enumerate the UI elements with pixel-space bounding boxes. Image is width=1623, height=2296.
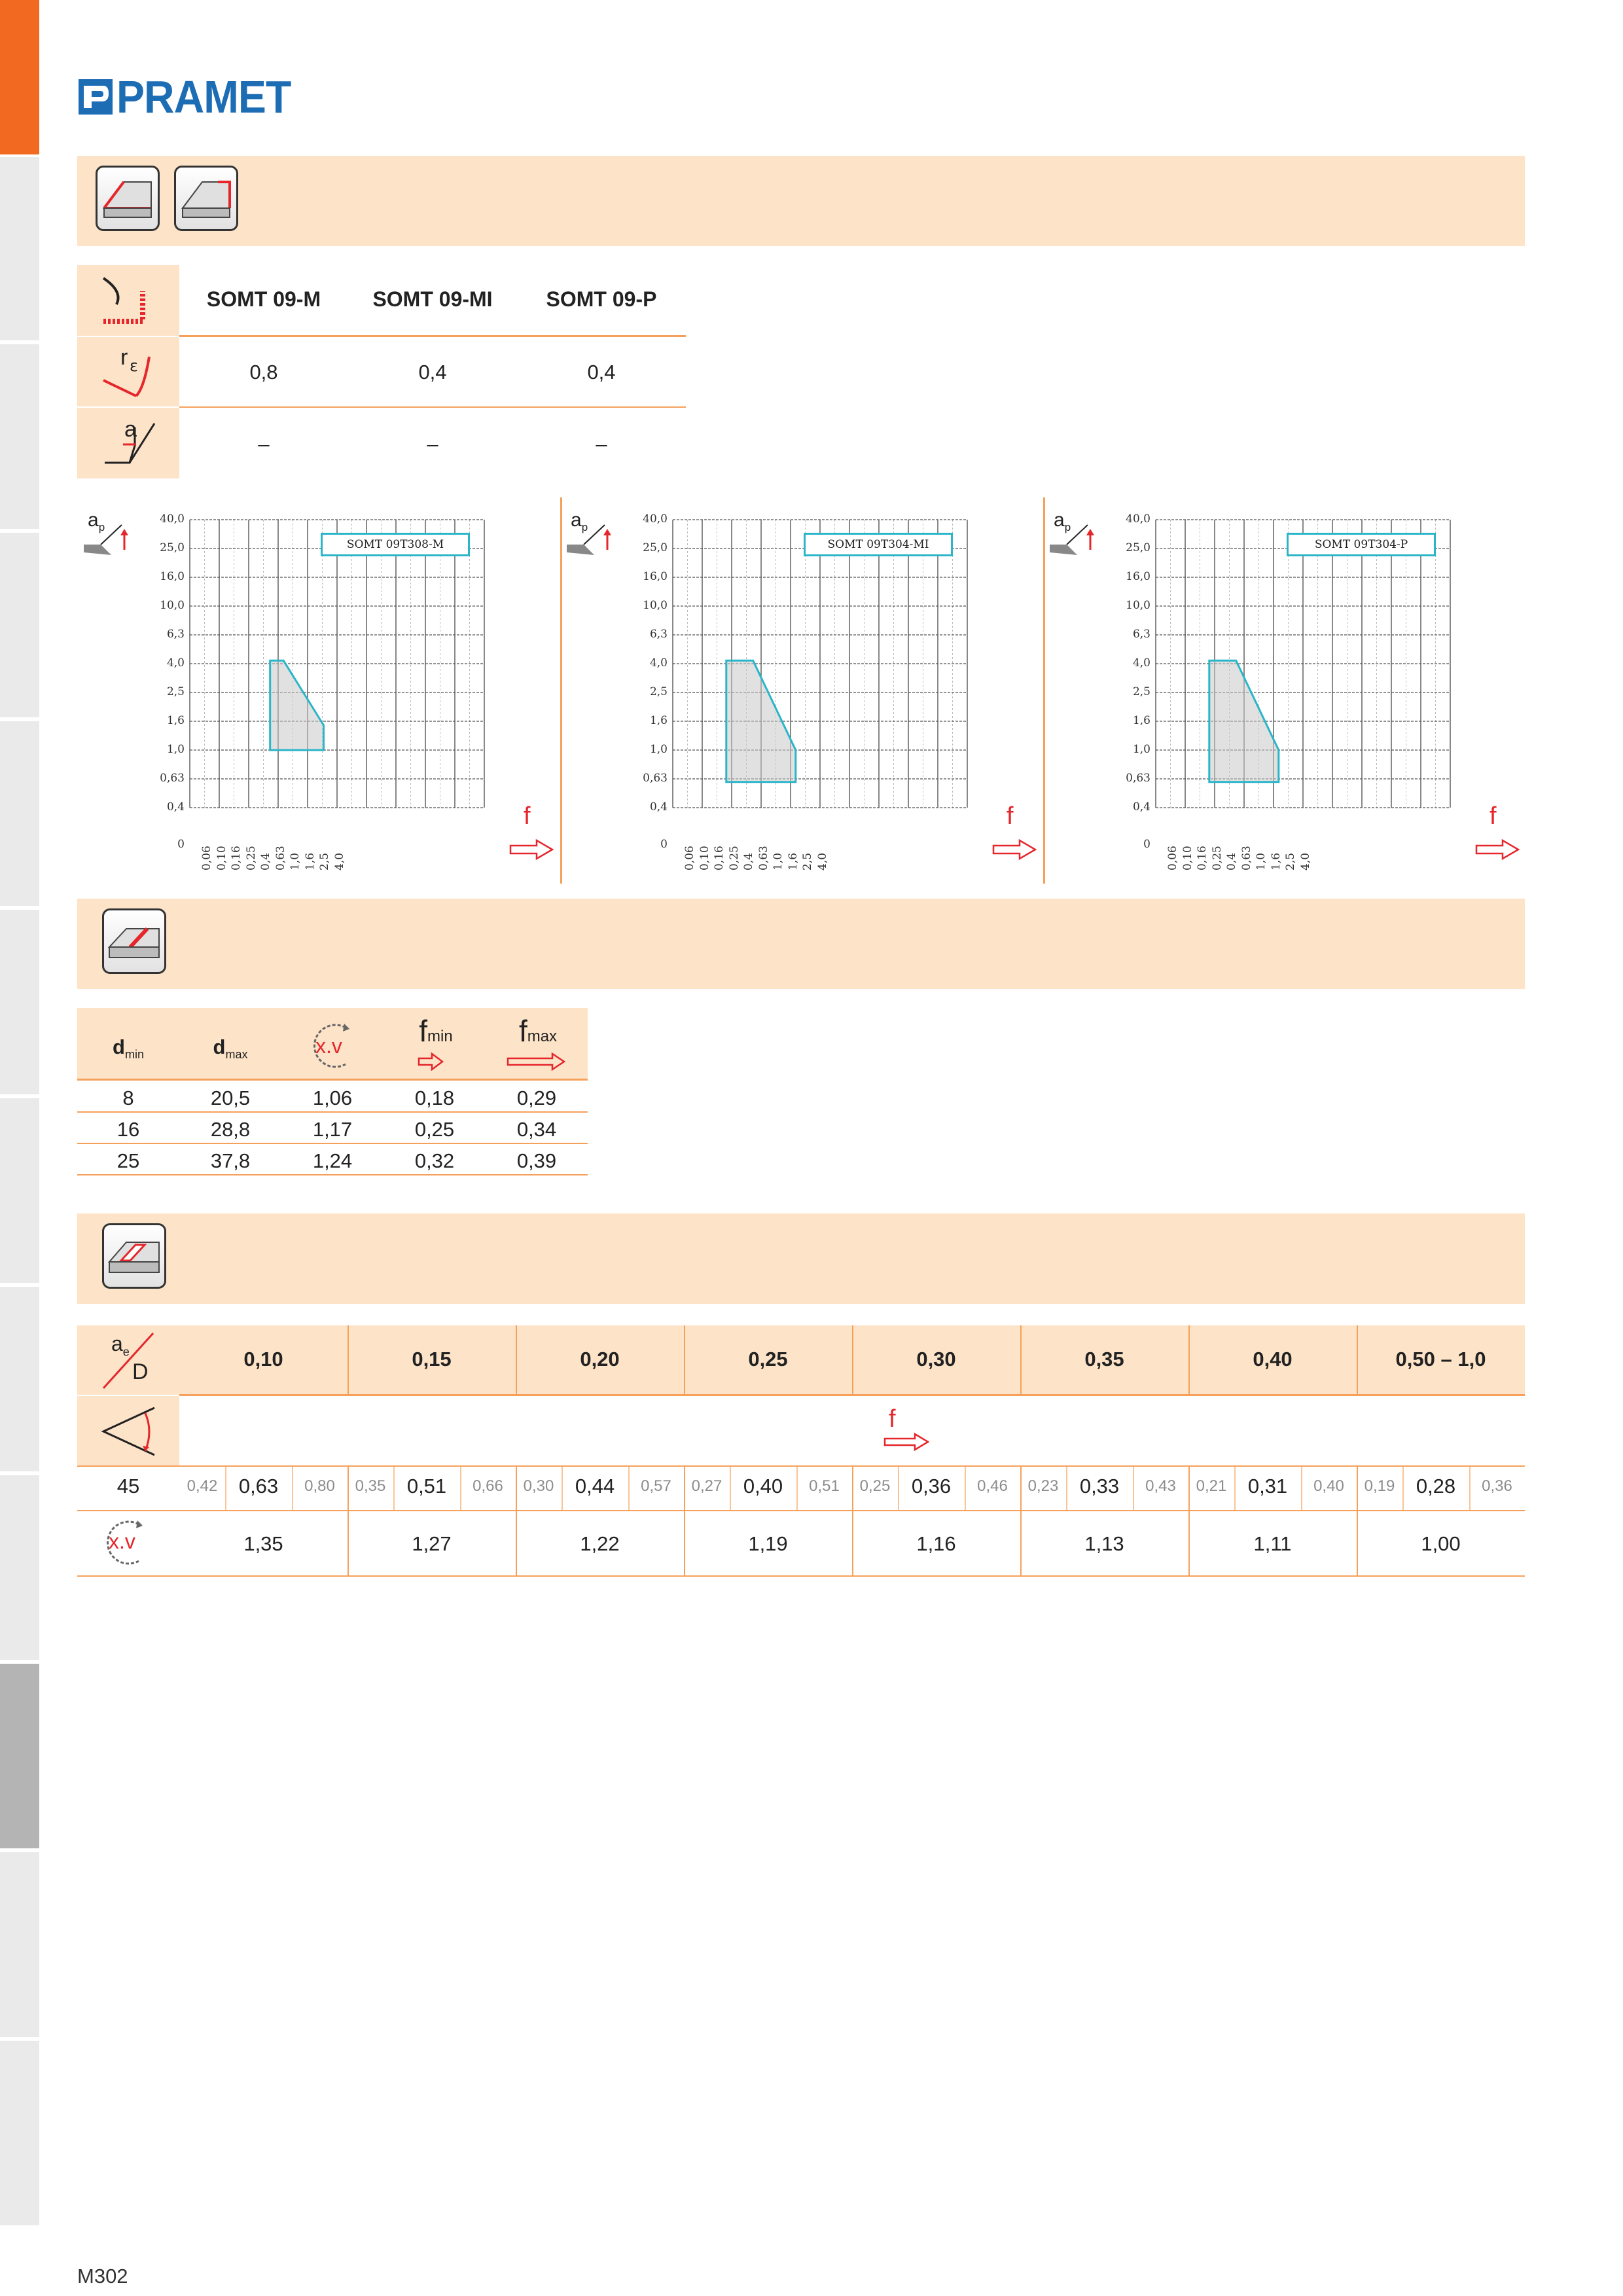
ae-column-header: 0,10 [243, 1348, 283, 1371]
y-tick-label: 25,0 [1126, 541, 1150, 554]
ae-column-header: 0,30 [916, 1348, 956, 1371]
xv-label: x.v [109, 1530, 135, 1553]
column-divider [852, 1467, 853, 1577]
table-cell: 1,06 [312, 1086, 353, 1109]
angle-value: 45 [116, 1475, 140, 1498]
column-divider [1020, 1325, 1022, 1395]
ae-column-header: 0,40 [1253, 1348, 1293, 1371]
y-tick-label: 2,5 [166, 685, 185, 698]
x-tick-label: 0,16 [1196, 846, 1209, 870]
x-tick-label: 0,63 [1240, 846, 1253, 870]
table-cell: – [258, 433, 270, 456]
column-divider [852, 1325, 853, 1395]
x-tick-label: 4,0 [332, 852, 346, 870]
table-header: SOMT 09-M [206, 287, 321, 311]
fmax-arrow-icon [507, 1052, 565, 1074]
cell-divider [898, 1467, 899, 1510]
y-tick-label: 0,4 [649, 800, 668, 814]
x-tick-label: 0,63 [757, 846, 770, 870]
table-header-row [77, 1325, 1525, 1395]
ae-column-header: 0,35 [1084, 1348, 1124, 1371]
ae-label: $a_e$ [111, 1332, 130, 1359]
column-divider [684, 1325, 685, 1395]
brand-logo-icon [77, 78, 114, 116]
column-divider [516, 1467, 517, 1577]
fmin-arrow-icon [418, 1052, 444, 1074]
x-tick-label: 0,25 [1210, 846, 1224, 870]
table-header-row [77, 265, 686, 336]
xv-value: 1,19 [748, 1532, 788, 1555]
table-cell: 0,39 [516, 1149, 557, 1172]
shoulder-milling-icon [96, 166, 160, 231]
y-tick-label: 0 [177, 838, 185, 851]
x-axis-label: f [1007, 802, 1014, 830]
x-tick-label: 4,0 [1298, 852, 1312, 870]
chart-title: SOMT 09T308-M [321, 533, 470, 556]
section-tab-active [0, 0, 39, 154]
x-tick-label: 1,6 [786, 852, 800, 870]
table-row [77, 408, 686, 478]
dmin-header: $d_{min}$ [113, 1035, 144, 1062]
y-tick-label: 25,0 [643, 541, 668, 554]
y-tick-label: 1,6 [1132, 714, 1150, 727]
x-tick-label: 0,06 [1166, 846, 1179, 870]
y-tick-label: 25,0 [160, 541, 185, 554]
ae-column-header: 0,25 [748, 1348, 788, 1371]
y-tick-label: 10,0 [643, 599, 668, 612]
table-cell: 1,24 [312, 1149, 353, 1172]
table-cell: 0,25 [414, 1118, 455, 1141]
cell-divider [225, 1467, 226, 1510]
x-tick-label: 0,10 [215, 846, 228, 870]
x-tick-label: 1,6 [1269, 852, 1283, 870]
table-rule [77, 1143, 588, 1144]
feed-value: 0,36 [911, 1475, 952, 1498]
y-tick-label: 0,4 [1132, 800, 1150, 814]
section-tab-current [0, 1664, 39, 1848]
fmin-header: fmin [419, 1014, 453, 1048]
cell-divider [1234, 1467, 1236, 1510]
entering-angle-icon [77, 1396, 179, 1465]
x-tick-label: 0,06 [200, 846, 213, 870]
helical-interpolation-icon [102, 908, 166, 974]
y-tick-label: 0,4 [166, 800, 185, 814]
column-divider [1357, 1467, 1358, 1577]
xv-value: 1,13 [1084, 1532, 1124, 1555]
x-tick-label: 0,4 [1225, 852, 1238, 870]
y-tick-label: 2,5 [649, 685, 668, 698]
y-tick-label: 40,0 [160, 512, 185, 526]
feed-arrow-icon [883, 1433, 929, 1454]
section-tab [0, 721, 39, 906]
feed-value: 0,40 [1313, 1477, 1344, 1495]
ae-column-header: 0,20 [580, 1348, 620, 1371]
feed-value: 0,43 [1145, 1477, 1176, 1495]
table-rule [77, 1575, 1525, 1577]
operation-banner-1 [77, 156, 1525, 246]
column-divider [1188, 1467, 1190, 1577]
feed-value: 0,28 [1416, 1475, 1456, 1498]
table-rule [77, 1079, 588, 1081]
d-label: D [132, 1359, 149, 1384]
table-header: SOMT 09-MI [372, 287, 493, 311]
feed-value: 0,57 [641, 1477, 671, 1495]
corner-radius-icon [77, 337, 179, 406]
table-cell: – [427, 433, 438, 456]
xv-value: 1,27 [412, 1532, 452, 1555]
table-header-row [77, 1008, 588, 1079]
cell-divider [292, 1467, 293, 1510]
section-tab [0, 1475, 39, 1660]
ap-label: $a_p$ [88, 509, 105, 533]
y-tick-label: 1,6 [649, 714, 668, 727]
svg-text:ε: ε [130, 357, 138, 375]
xv-label: x.v [315, 1034, 342, 1058]
x-tick-label: 0,10 [1181, 846, 1194, 870]
table-cell: 0,4 [587, 361, 616, 384]
feed-value: 0,36 [1482, 1477, 1512, 1495]
cutting-edge-icon [77, 265, 179, 336]
feed-value: 0,66 [473, 1477, 503, 1495]
cell-divider [393, 1467, 395, 1510]
feed-value: 0,51 [809, 1477, 840, 1495]
table-cell: 0,18 [414, 1086, 455, 1109]
cell-divider [796, 1467, 798, 1510]
y-tick-label: 0 [1143, 838, 1150, 851]
section-tab [0, 1287, 39, 1471]
column-divider [684, 1467, 685, 1577]
y-tick-label: 10,0 [160, 599, 185, 612]
ap-label: $a_p$ [571, 509, 588, 533]
feed-arrow-icon [510, 840, 552, 859]
y-tick-label: 2,5 [1132, 685, 1150, 698]
section-tab [0, 533, 39, 717]
section-tab [0, 2041, 39, 2225]
feed-arrow-icon [993, 840, 1035, 859]
chamfer-icon [77, 408, 179, 478]
column-divider [516, 1325, 517, 1395]
table-cell: 0,29 [516, 1086, 557, 1109]
table-rule [77, 1111, 588, 1113]
column-divider [348, 1467, 349, 1577]
table-cell: – [596, 433, 607, 456]
feed-value: 0,80 [304, 1477, 335, 1495]
table-cell: 25 [116, 1149, 140, 1172]
feed-value: 0,31 [1247, 1475, 1288, 1498]
y-tick-label: 6,3 [166, 628, 185, 641]
x-tick-label: 1,0 [289, 852, 302, 870]
feed-arrow-icon [1476, 840, 1518, 859]
x-tick-label: 0,4 [742, 852, 755, 870]
cell-divider [562, 1467, 563, 1510]
y-tick-label: 16,0 [643, 570, 668, 583]
section-tab [0, 910, 39, 1094]
x-tick-label: 1,0 [1255, 852, 1268, 870]
table-row [77, 337, 686, 406]
xv-value: 1,16 [916, 1532, 956, 1555]
feed-value: 0,63 [238, 1475, 279, 1498]
page-number: M302 [77, 2265, 128, 2287]
feed-value: 0,19 [1364, 1477, 1395, 1495]
feed-value: 0,30 [523, 1477, 554, 1495]
x-axis-label: f [1489, 802, 1497, 830]
x-tick-label: 0,63 [274, 846, 287, 870]
cell-divider [460, 1467, 461, 1510]
table-rule [77, 1174, 588, 1175]
feed-value: 0,51 [406, 1475, 447, 1498]
y-tick-label: 1,0 [1132, 743, 1150, 756]
cell-divider [1402, 1467, 1404, 1510]
x-axis-label: f [524, 802, 531, 830]
feed-value: 0,33 [1079, 1475, 1120, 1498]
table-cell: 20,5 [210, 1086, 251, 1109]
face-milling-icon [174, 166, 238, 231]
x-tick-label: 2,5 [1284, 852, 1297, 870]
cutting-range-chart [562, 495, 1046, 888]
ae-column-header: 0,15 [412, 1348, 452, 1371]
ap-label: $a_p$ [1054, 509, 1071, 533]
table-cell: 0,8 [249, 361, 278, 384]
x-tick-label: 0,25 [727, 846, 741, 870]
table-header: SOMT 09-P [546, 287, 657, 311]
y-tick-label: 10,0 [1126, 599, 1150, 612]
cell-divider [965, 1467, 966, 1510]
y-tick-label: 6,3 [1132, 628, 1150, 641]
cell-divider [1301, 1467, 1302, 1510]
x-tick-label: 4,0 [815, 852, 829, 870]
table-cell: 0,4 [418, 361, 447, 384]
table-rule [77, 1510, 1525, 1511]
operation-banner-2 [77, 899, 1525, 989]
x-tick-label: 0,25 [244, 846, 258, 870]
section-tab [0, 1852, 39, 2037]
cutting-range-area [270, 660, 324, 750]
table-cell: 8 [122, 1086, 134, 1109]
x-tick-label: 2,5 [801, 852, 814, 870]
feed-value: 0,27 [691, 1477, 722, 1495]
cutting-range-chart [1044, 495, 1529, 888]
y-tick-label: 6,3 [649, 628, 668, 641]
xv-correction-icon [101, 1516, 153, 1569]
column-divider [348, 1325, 349, 1395]
brand-logo [77, 71, 306, 122]
section-tab [0, 1098, 39, 1283]
y-tick-label: 40,0 [643, 512, 668, 526]
feed-value: 0,40 [743, 1475, 783, 1498]
operation-banner-3 [77, 1213, 1525, 1304]
fmax-header: fmax [518, 1014, 558, 1048]
y-tick-label: 40,0 [1126, 512, 1150, 526]
y-tick-label: 1,0 [649, 743, 668, 756]
cell-divider [628, 1467, 630, 1510]
cell-divider [1469, 1467, 1471, 1510]
y-tick-label: 4,0 [1132, 656, 1150, 670]
feed-value: 0,42 [187, 1477, 218, 1495]
xv-value: 1,35 [243, 1532, 283, 1555]
table-cell: 1,17 [312, 1118, 353, 1141]
chart-title: SOMT 09T304-MI [804, 533, 953, 556]
y-tick-label: 0,63 [160, 772, 185, 785]
feed-value: 0,44 [575, 1475, 615, 1498]
y-tick-label: 0,63 [1126, 772, 1150, 785]
table-cell: 0,34 [516, 1118, 557, 1141]
feed-label: f [889, 1405, 896, 1433]
x-tick-label: 1,0 [772, 852, 785, 870]
table-cell: 28,8 [210, 1118, 251, 1141]
slot-milling-icon [102, 1223, 166, 1289]
section-tab [0, 157, 39, 340]
column-divider [1188, 1325, 1190, 1395]
feed-value: 0,23 [1027, 1477, 1059, 1495]
y-tick-label: 1,0 [166, 743, 185, 756]
x-tick-label: 0,10 [698, 846, 711, 870]
xv-value: 1,22 [580, 1532, 620, 1555]
feed-value: 0,35 [355, 1477, 386, 1495]
y-tick-label: 4,0 [649, 656, 668, 670]
svg-text:r: r [120, 345, 128, 370]
y-tick-label: 0,63 [643, 772, 668, 785]
y-tick-label: 1,6 [166, 714, 185, 727]
table-rule [77, 1465, 1525, 1467]
xv-correction-icon [308, 1020, 360, 1072]
x-tick-label: 2,5 [318, 852, 331, 870]
dmax-header: $d_{max}$ [213, 1035, 248, 1062]
xv-value: 1,00 [1421, 1532, 1461, 1555]
table-cell: 0,32 [414, 1149, 455, 1172]
table-cell: 37,8 [210, 1149, 251, 1172]
column-divider [1020, 1467, 1022, 1577]
xv-value: 1,11 [1253, 1532, 1292, 1555]
y-tick-label: 0 [660, 838, 668, 851]
y-tick-label: 16,0 [160, 570, 185, 583]
feed-value: 0,21 [1196, 1477, 1227, 1495]
y-tick-label: 4,0 [166, 656, 185, 670]
cutting-range-chart [79, 495, 563, 888]
feed-value: 0,46 [977, 1477, 1008, 1495]
x-tick-label: 0,4 [259, 852, 272, 870]
ae-d-icon [77, 1325, 179, 1395]
feed-value: 0,25 [859, 1477, 891, 1495]
brand-logo-text: PRAMET [116, 71, 291, 122]
chart-title: SOMT 09T304-P [1287, 533, 1436, 556]
x-tick-label: 0,16 [713, 846, 726, 870]
ae-column-header: 0,50 – 1,0 [1395, 1348, 1486, 1371]
section-tab [0, 344, 39, 529]
svg-text:a: a [124, 417, 137, 442]
x-tick-label: 0,06 [683, 846, 696, 870]
cell-divider [1133, 1467, 1134, 1510]
cell-divider [730, 1467, 731, 1510]
table-cell: 16 [116, 1118, 140, 1141]
column-divider [1357, 1325, 1358, 1395]
cell-divider [1066, 1467, 1067, 1510]
x-tick-label: 0,16 [230, 846, 243, 870]
y-tick-label: 16,0 [1126, 570, 1150, 583]
x-tick-label: 1,6 [303, 852, 317, 870]
